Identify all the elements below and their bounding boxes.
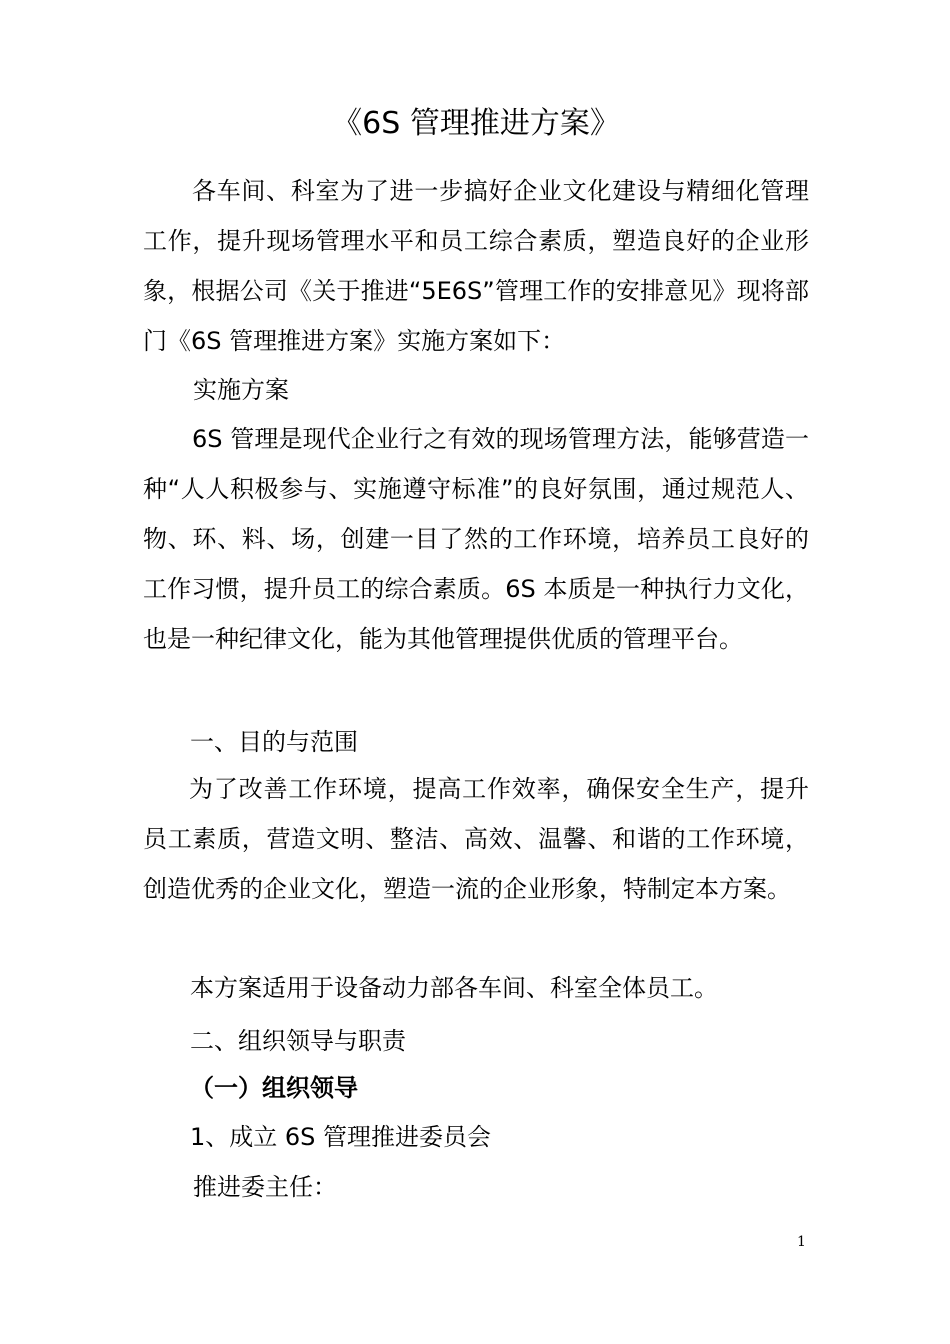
implementation-paragraph: 6S 管理是现代企业行之有效的现场管理方法，能够营造一种“人人积极参与、实施遵守标准”的良好氛围，通过规范人、物、环、料、场，创建一目了然的工作环境，培养员工良好的工作习惯，提升员工的综合素质。6S 本质是一种执行力文化，也是一种纪律文化，能为其他管理提供优质的管理平台。 xyxy=(143,425,809,653)
section-2-heading: 二、组织领导与职责 xyxy=(190,1027,406,1055)
document-title: 《6S 管理推进方案》 xyxy=(332,106,620,141)
intro-paragraph: 各车间、科室为了进一步搞好企业文化建设与精细化管理工作，提升现场管理水平和员工综合素质，塑造良好的企业形象，根据公司《关于推进“5E6S”管理工作的安排意见》现将部门《6S 管理推进方案》实施方案如下： xyxy=(143,177,809,355)
page-number: 1 xyxy=(797,1234,806,1250)
subsection-1-heading: （一）组织领导 xyxy=(190,1074,358,1102)
item-1-sub: 推进委主任： xyxy=(193,1173,337,1201)
item-1: 1、成立 6S 管理推进委员会 xyxy=(190,1123,492,1151)
implementation-heading: 实施方案 xyxy=(193,376,289,404)
section-1-paragraph: 为了改善工作环境，提高工作效率，确保安全生产，提升员工素质，营造文明、整洁、高效、温馨、和谐的工作环境，创造优秀的企业文化，塑造一流的企业形象，特制定本方案。 xyxy=(143,775,809,903)
section-1-scope: 本方案适用于设备动力部各车间、科室全体员工。 xyxy=(190,974,718,1002)
section-1-heading: 一、目的与范围 xyxy=(190,728,358,756)
